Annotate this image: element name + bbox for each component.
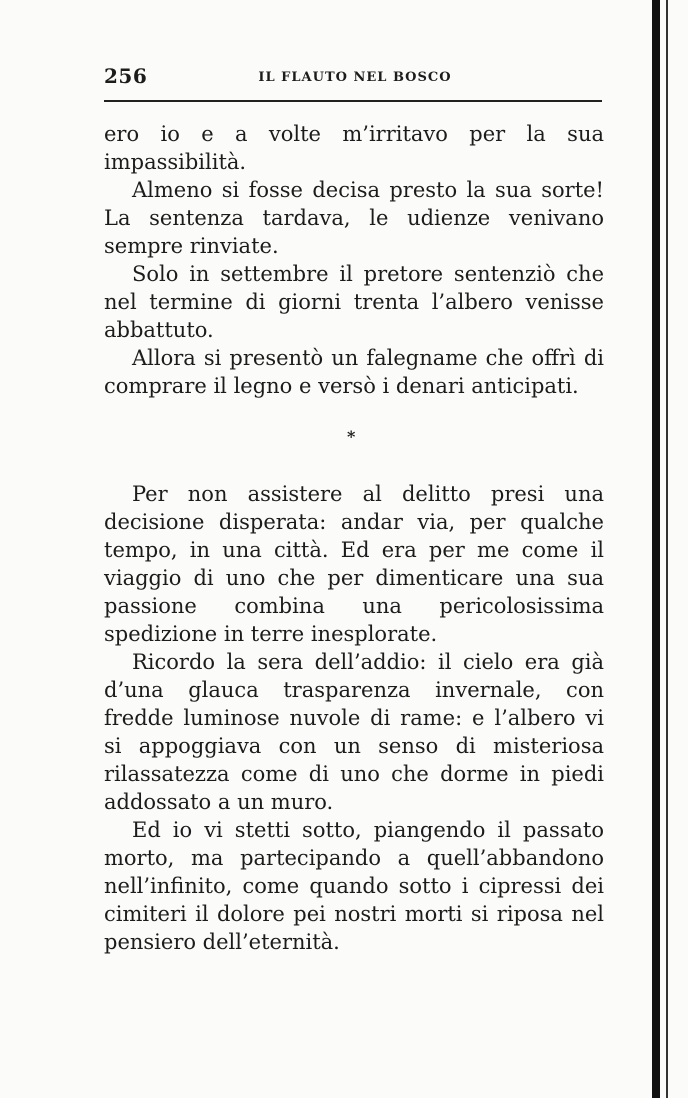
paragraph: Ed io vi stetti sotto, piangendo il passato morto, ma partecipando a quell’abbandono nell’infinito, come quando sotto i cipressi dei cimiteri il dolore pei nostri morti si riposa nel pensiero dell’eternità.: [104, 818, 604, 954]
section-separator: *: [347, 427, 356, 446]
book-spine-shadow: [652, 0, 660, 1098]
running-title: IL FLAUTO NEL BOSCO: [258, 70, 452, 85]
header-rule: [104, 100, 602, 102]
page-number: 256: [104, 64, 148, 88]
paragraph: ero io e a volte m’irritavo per la sua impassibilità.: [104, 122, 604, 174]
section-1: [104, 120, 604, 400]
book-spine-line: [666, 0, 668, 1098]
paragraph: Almeno si fosse decisa presto la sua sorte! La sentenza tardava, le udienze venivano sempre rinviate.: [104, 178, 604, 258]
paragraph: Allora si presentò un falegname che offrì di comprare il legno e versò i denari anticipati.: [104, 346, 604, 398]
paragraph: Solo in settembre il pretore sentenziò che nel termine di giorni trenta l’albero venisse abbattuto.: [104, 262, 604, 342]
section-2: [104, 480, 604, 956]
paragraph: Per non assistere al delitto presi una decisione disperata: andar via, per qualche tempo, in una città. Ed era per me come il viaggio di uno che per dimenticare una sua passione combina una pericolosissima spedizione in terre inesplorate.: [104, 482, 604, 646]
paragraph: Ricordo la sera dell’addio: il cielo era già d’una glauca trasparenza invernale, con fredde luminose nuvole di rame: e l’albero vi si appoggiava con un senso di misteriosa rilassatezza come di uno che dorme in piedi addossato a un muro.: [104, 650, 604, 814]
